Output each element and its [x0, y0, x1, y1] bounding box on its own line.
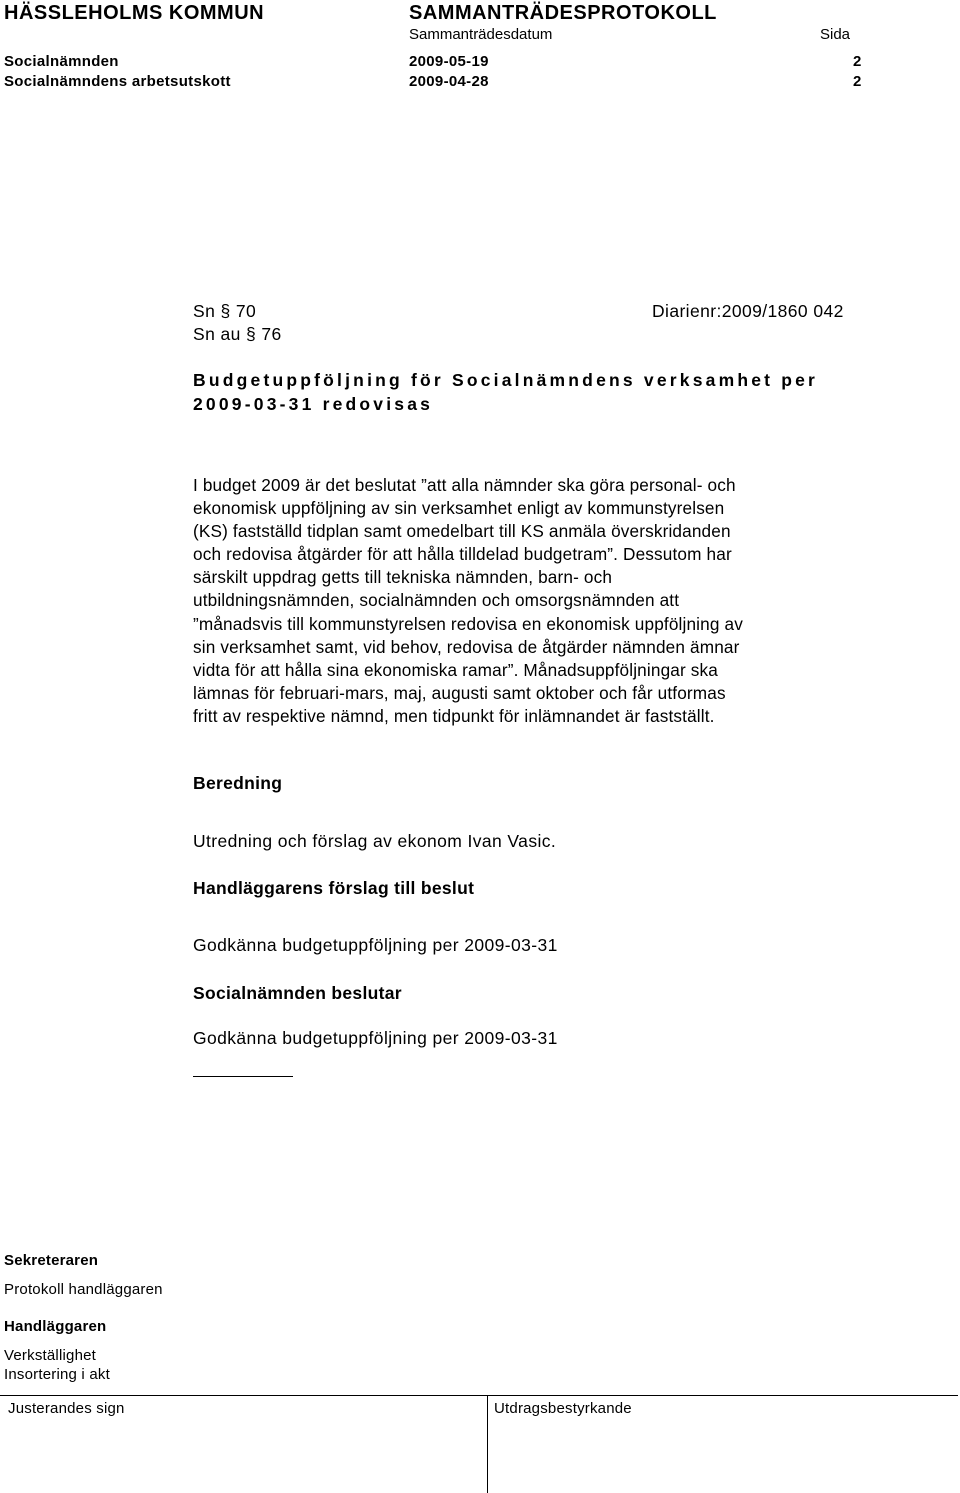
meeting-date-label: Sammanträdesdatum [409, 26, 553, 43]
case-title-line-2: 2009-03-31 redovisas [193, 394, 434, 414]
beredning-heading: Beredning [193, 773, 283, 793]
body-line: vidta för att hålla sina ekonomiska ramar”. Månadsuppföljningar ska [193, 659, 718, 680]
paragraph-number-au: Sn au § 76 [193, 324, 282, 344]
paragraph-number-sn: Sn § 70 [193, 301, 257, 321]
handler-heading: Handläggaren [4, 1318, 107, 1335]
secretary-item: Protokoll handläggaren [4, 1281, 163, 1298]
page-label: Sida [820, 26, 851, 43]
header-page-2: 2 [853, 73, 862, 90]
handler-item-2: Insortering i akt [4, 1366, 110, 1383]
footer-divider [487, 1395, 488, 1493]
footer-top-rule [0, 1395, 958, 1396]
header-body-1: Socialnämnden [4, 53, 119, 70]
body-line: lämnas för februari-mars, maj, augusti samt oktober och får utformas [193, 682, 726, 703]
proposal-heading: Handläggarens förslag till beslut [193, 878, 475, 898]
footer-justerandes-sign: Justerandes sign [8, 1400, 125, 1417]
header-date-2: 2009-04-28 [409, 73, 489, 90]
separator-line [193, 1076, 293, 1077]
header-body-2: Socialnämndens arbetsutskott [4, 73, 231, 90]
body-line: I budget 2009 är det beslutat ”att alla nämnder ska göra personal- och [193, 475, 736, 495]
header-date-1: 2009-05-19 [409, 53, 489, 70]
decision-heading: Socialnämnden beslutar [193, 983, 402, 1003]
body-line: (KS) fastställd tidplan samt omedelbart till KS anmäla överskridanden [193, 521, 731, 542]
case-title-line-1: Budgetuppföljning för Socialnämndens verksamhet per [193, 370, 819, 390]
footer-utdragsbestyrkande: Utdragsbestyrkande [494, 1400, 632, 1417]
municipality-name: HÄSSLEHOLMS KOMMUN [4, 2, 265, 24]
secretary-heading: Sekreteraren [4, 1252, 99, 1269]
case-body-paragraph [193, 474, 883, 728]
body-line: fritt av respektive nämnd, men tidpunkt för inlämnandet är fastställt. [193, 705, 715, 726]
handler-item-1: Verkställighet [4, 1347, 97, 1364]
body-line: och redovisa åtgärder för att hålla tilldelad budgetram”. Dessutom har [193, 544, 732, 565]
body-line: ekonomisk uppföljning av sin verksamhet enligt av kommunstyrelsen [193, 498, 725, 519]
proposal-text: Godkänna budgetuppföljning per 2009-03-31 [193, 935, 558, 955]
body-line: ”månadsvis till kommunstyrelsen redovisa en ekonomisk uppföljning av [193, 613, 743, 634]
body-line: särskilt uppdrag getts till tekniska nämnden, barn- och [193, 567, 613, 588]
body-line: sin verksamhet samt, vid behov, redovisa de åtgärder nämnden ämnar [193, 636, 740, 657]
diary-number: Diarienr:2009/1860 042 [652, 301, 844, 321]
document-type: SAMMANTRÄDESPROTOKOLL [409, 2, 717, 24]
beredning-text: Utredning och förslag av ekonom Ivan Vasic. [193, 831, 557, 851]
header-page-1: 2 [853, 53, 862, 70]
body-line: utbildningsnämnden, socialnämnden och omsorgsnämnden att [193, 590, 680, 611]
decision-text: Godkänna budgetuppföljning per 2009-03-31 [193, 1028, 558, 1048]
